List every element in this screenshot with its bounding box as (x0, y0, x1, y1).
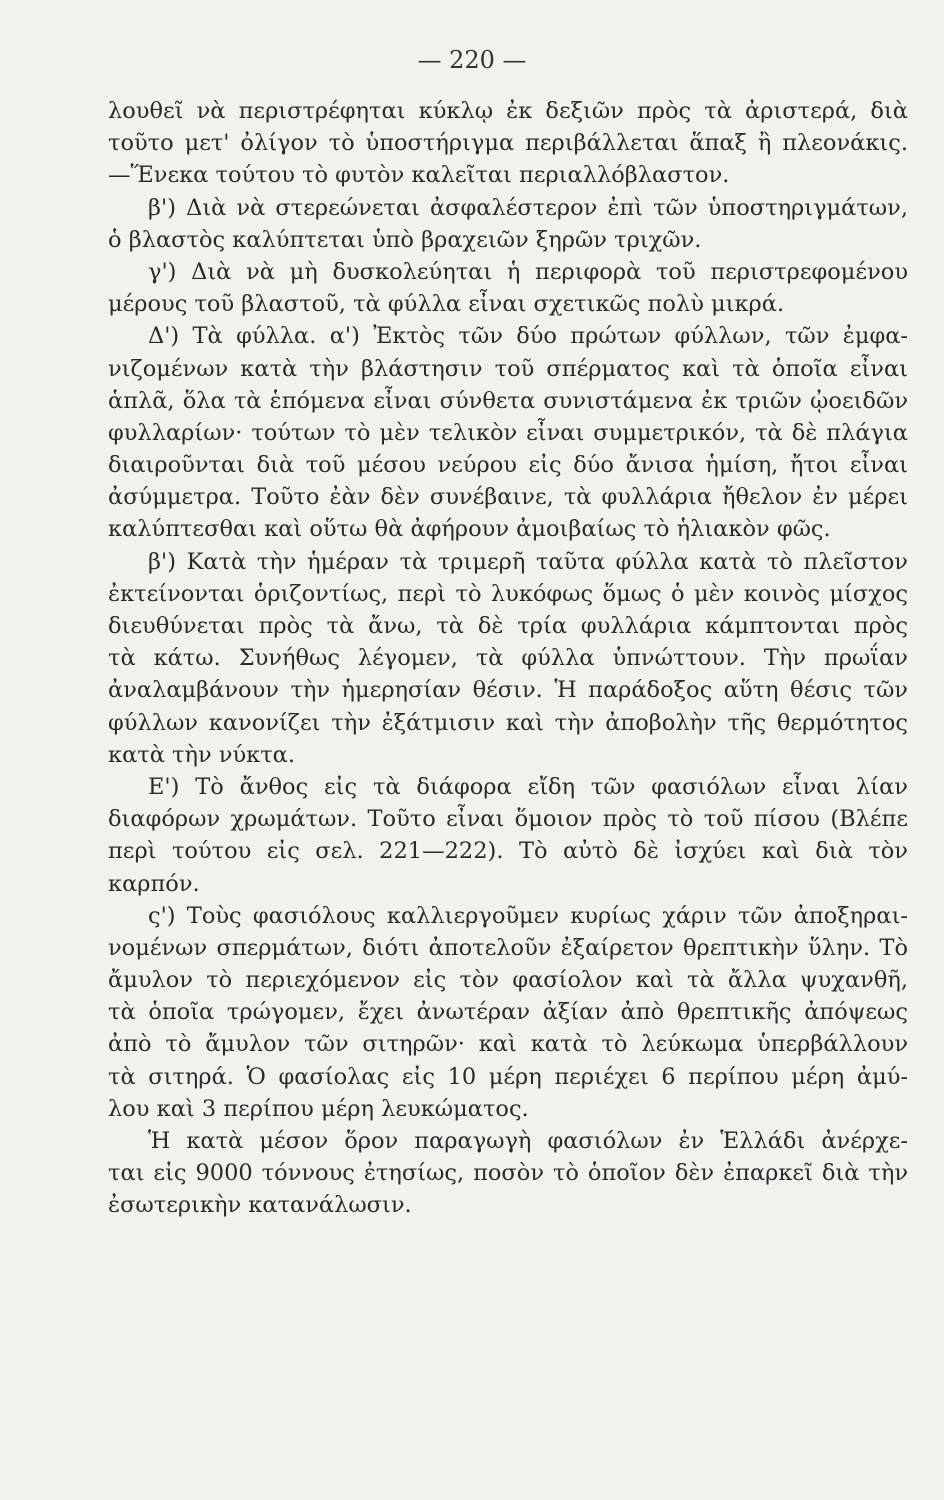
text-line: Ἡ κατὰ μέσον ὅρον παραγωγὴ φασιόλων ἐν Ἑλλάδι ἀνέρχε- (148, 1128, 908, 1154)
text-line: φύλλων κανονίζει τὴν ἐξάτμισιν καὶ τὴν ἀποβολὴν τῆς θερμότητος (108, 709, 908, 736)
text-line: ἁπλᾶ, ὅλα τὰ ἑπόμενα εἶναι σύνθετα συνιστάμενα ἐκ τριῶν ᾠοειδῶν (108, 387, 908, 414)
text-line: τὰ ὁποῖα τρώγομεν, ἔχει ἀνωτέραν ἀξίαν ἀπὸ θρεπτικῆς ἀπόψεως (108, 999, 908, 1026)
body-text (108, 95, 908, 1222)
text-line: λουθεῖ νὰ περιστρέφηται κύκλῳ ἐκ δεξιῶν πρὸς τὰ ἀριστερά, διὰ (108, 98, 908, 124)
text-line: β') Διὰ νὰ στερεώνεται ἀσφαλέστερον ἐπὶ τῶν ὑποστηριγμάτων, (148, 194, 908, 221)
text-line: τὰ κάτω. Συνήθως λέγομεν, τὰ φύλλα ὑπνώττουν. Τὴν πρωΐαν (108, 645, 908, 672)
text-line: καρπόν. (108, 870, 200, 897)
text-line: ἐσωτερικὴν κατανάλωσιν. (108, 1192, 412, 1219)
text-line: —Ἕνεκα τούτου τὸ φυτὸν καλεῖται περιαλλόβλαστον. (108, 162, 730, 189)
text-line: περὶ τούτου εἰς σελ. 221—222). Τὸ αὐτὸ δὲ ἰσχύει καὶ διὰ τὸν (108, 838, 908, 865)
text-line: λου καὶ 3 περίπου μέρη λευκώματος. (108, 1095, 529, 1122)
text-line: Ε') Τὸ ἄνθος εἰς τὰ διάφορα εἴδη τῶν φασιόλων εἶναι λίαν (148, 773, 908, 800)
page-number: — 220 — (417, 46, 527, 74)
text-line: ἀσύμμετρα. Τοῦτο ἐὰν δὲν συνέβαινε, τὰ φυλλάρια ἤθελον ἐν μέρει (108, 484, 908, 511)
text-line: τοῦτο μετ' ὀλίγον τὸ ὑποστήριγμα περιβάλλεται ἅπαξ ἢ πλεονάκις. (108, 130, 908, 157)
text-line: κατὰ τὴν νύκτα. (108, 741, 296, 768)
text-line: ται εἰς 9000 τόννους ἐτησίως, ποσὸν τὸ ὁποῖον δὲν ἐπαρκεῖ διὰ τὴν (108, 1160, 908, 1187)
text-line: ἐκτείνονται ὁριζοντίως, περὶ τὸ λυκόφως ὅμως ὁ μὲν κοινὸς μίσχος (108, 580, 908, 607)
text-line: φυλλαρίων· τούτων τὸ μὲν τελικὸν εἶναι συμμετρικόν, τὰ δὲ πλάγια (108, 419, 908, 446)
text-line: νομένων σπερμάτων, διότι ἀποτελοῦν ἐξαίρετον θρεπτικὴν ὕλην. Τὸ (108, 934, 908, 961)
text-line: ς') Τοὺς φασιόλους καλλιεργοῦμεν κυρίως χάριν τῶν ἀποξηραι- (148, 902, 908, 929)
text-line: ὁ βλαστὸς καλύπτεται ὑπὸ βραχειῶν ξηρῶν τριχῶν. (108, 226, 702, 253)
text-line: ἀναλαμβάνουν τὴν ἡμερησίαν θέσιν. Ἡ παράδοξος αὕτη θέσις τῶν (108, 677, 908, 704)
text-line: διαφόρων χρωμάτων. Τοῦτο εἶναι ὅμοιον πρὸς τὸ τοῦ πίσου (Βλέπε (108, 806, 908, 833)
text-line: νιζομένων κατὰ τὴν βλάστησιν τοῦ σπέρματος καὶ τὰ ὁποῖα εἶναι (108, 355, 908, 382)
text-line: καλύπτεσθαι καὶ οὕτω θὰ ἀφήρουν ἀμοιβαίως τὸ ἡλιακὸν φῶς. (108, 516, 831, 543)
text-line: μέρους τοῦ βλαστοῦ, τὰ φύλλα εἶναι σχετικῶς πολὺ μικρά. (108, 291, 785, 318)
text-line: ἄμυλον τὸ περιεχόμενον εἰς τὸν φασίολον καὶ τὰ ἄλλα ψυχανθῆ, (108, 967, 908, 994)
text-line: β') Κατὰ τὴν ἡμέραν τὰ τριμερῆ ταῦτα φύλλα κατὰ τὸ πλεῖστον (148, 548, 908, 575)
text-line: διαιροῦνται διὰ τοῦ μέσου νεύρου εἰς δύο ἄνισα ἡμίση, ἤτοι εἶναι (108, 452, 908, 479)
text-line: διευθύνεται πρὸς τὰ ἄνω, τὰ δὲ τρία φυλλάρια κάμπτονται πρὸς (108, 613, 908, 639)
text-line: τὰ σιτηρά. Ὁ φασίολας εἰς 10 μέρη περιέχει 6 περίπου μέρη ἀμύ- (108, 1063, 908, 1090)
text-line: γ') Διὰ νὰ μὴ δυσκολεύηται ἡ περιφορὰ τοῦ περιστρεφομένου (148, 258, 908, 285)
text-line: ἀπὸ τὸ ἄμυλον τῶν σιτηρῶν· καὶ κατὰ τὸ λεύκωμα ὑπερβάλλουν (108, 1031, 908, 1058)
text-line: Δ') Τὰ φύλλα. α') Ἐκτὸς τῶν δύο πρώτων φύλλων, τῶν ἐμφα- (148, 323, 908, 350)
